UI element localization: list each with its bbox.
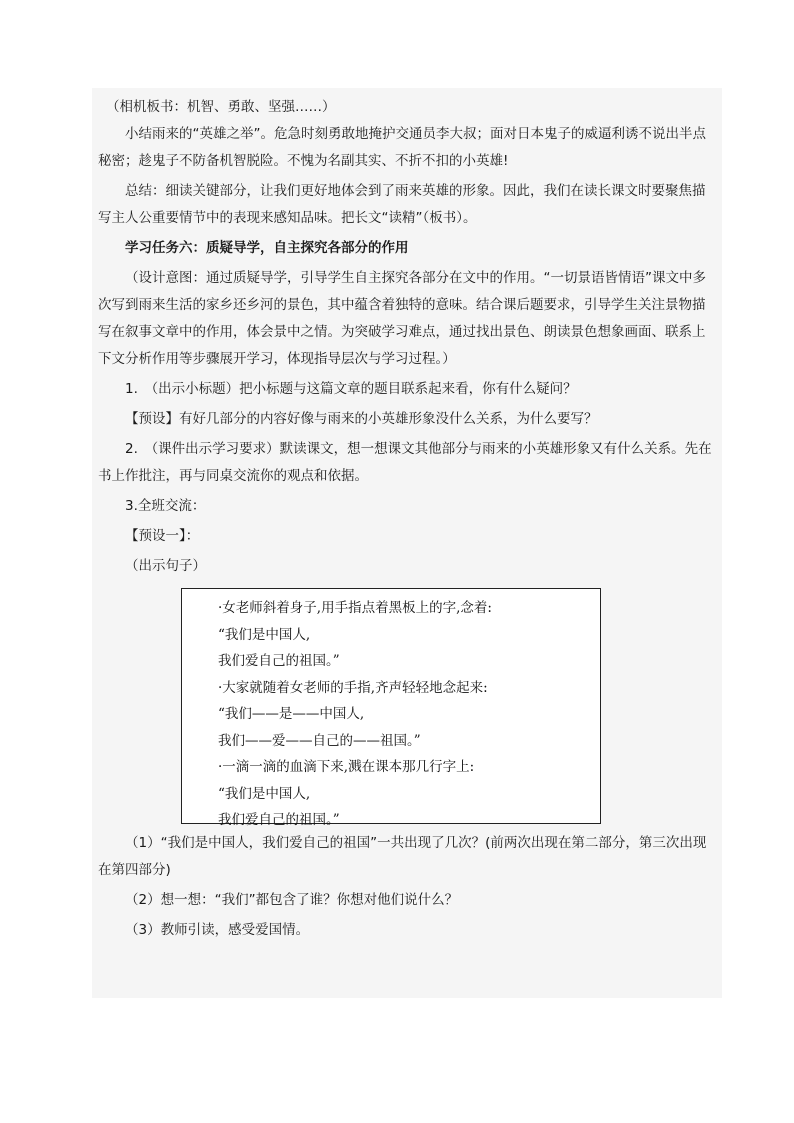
quote-line: 我们爱自己的祖国。” bbox=[218, 653, 340, 669]
quote-line: ·一滴一滴的血滴下来,溅在课本那几行字上: bbox=[218, 759, 475, 775]
summary-paragraph: 小结雨来的“英雄之举”。危急时刻勇敢地掩护交通员李大叔；面对日本鬼子的威逼利诱不说出半点秘密；趁鬼子不防备机智脱险。不愧为名副其实、不折不扣的小英雄! bbox=[98, 126, 706, 169]
conclusion-paragraph: 总结：细读关键部分，让我们更好地体会到了雨来英雄的形象。因此，我们在读长课文时要聚焦描写主人公重要情节中的表现来感知品味。把长文“读精”（板书）。 bbox=[98, 183, 706, 226]
question-two: （2）想一想：“我们”都包含了谁？你想对他们说什么？ bbox=[125, 892, 459, 908]
step-two: 2. （课件出示学习要求）默读课文，想一想课文其他部分与雨来的小英雄形象又有什么关系。先在书上作批注，再与同桌交流你的观点和依据。 bbox=[98, 441, 712, 484]
task-six-heading: 学习任务六：质疑导学，自主探究各部分的作用 bbox=[125, 240, 409, 256]
document-body bbox=[98, 88, 718, 944]
show-sentences-label: （出示句子） bbox=[125, 558, 206, 574]
step-three: 3.全班交流： bbox=[125, 498, 206, 514]
preset-answer: 【预设】有好几部分的内容好像与雨来的小英雄形象没什么关系，为什么要写？ bbox=[125, 411, 598, 427]
quote-line: ·大家就随着女老师的手指,齐声轻轻地念起来: bbox=[218, 679, 488, 696]
preset-one-label: 【预设一】： bbox=[125, 528, 200, 544]
quote-line: 我们爱自己的祖国。” bbox=[218, 812, 340, 828]
quote-line: “我们——是——中国人, bbox=[218, 706, 365, 722]
quoted-sentences-box bbox=[181, 588, 601, 828]
question-one: （1）“我们是中国人，我们爱自己的祖国”一共出现了几次？(前两次出现在第二部分，第三次出现在第四部分) bbox=[98, 835, 707, 878]
quote-line: “我们是中国人, bbox=[218, 626, 311, 643]
quote-line: 我们——爱——自己的——祖国。” bbox=[218, 732, 421, 749]
quote-line: ·女老师斜着身子,用手指点着黑板上的字,念着: bbox=[218, 600, 492, 616]
design-intent-paragraph: （设计意图：通过质疑导学，引导学生自主探究各部分在文中的作用。“一切景语皆情语”课文中多次写到雨来生活的家乡还乡河的景色，其中蕴含着独特的意味。结合课后题要求，引导学生关注景物描写在叙事文章中的作用，体会景中之情。为突破学习难点，通过找出景色、朗读景色想象画面、联系上下文分析作用等步骤展开学习，体现指导层次与学习过程。） bbox=[98, 270, 706, 367]
question-three: （3）教师引读，感受爱国情。 bbox=[125, 922, 310, 938]
blackboard-note: （相机板书：机智、勇敢、坚强……） bbox=[106, 99, 336, 115]
quote-line: “我们是中国人, bbox=[218, 785, 311, 802]
step-one: 1. （出示小标题）把小标题与这篇文章的题目联系起来看，你有什么疑问？ bbox=[125, 381, 577, 397]
